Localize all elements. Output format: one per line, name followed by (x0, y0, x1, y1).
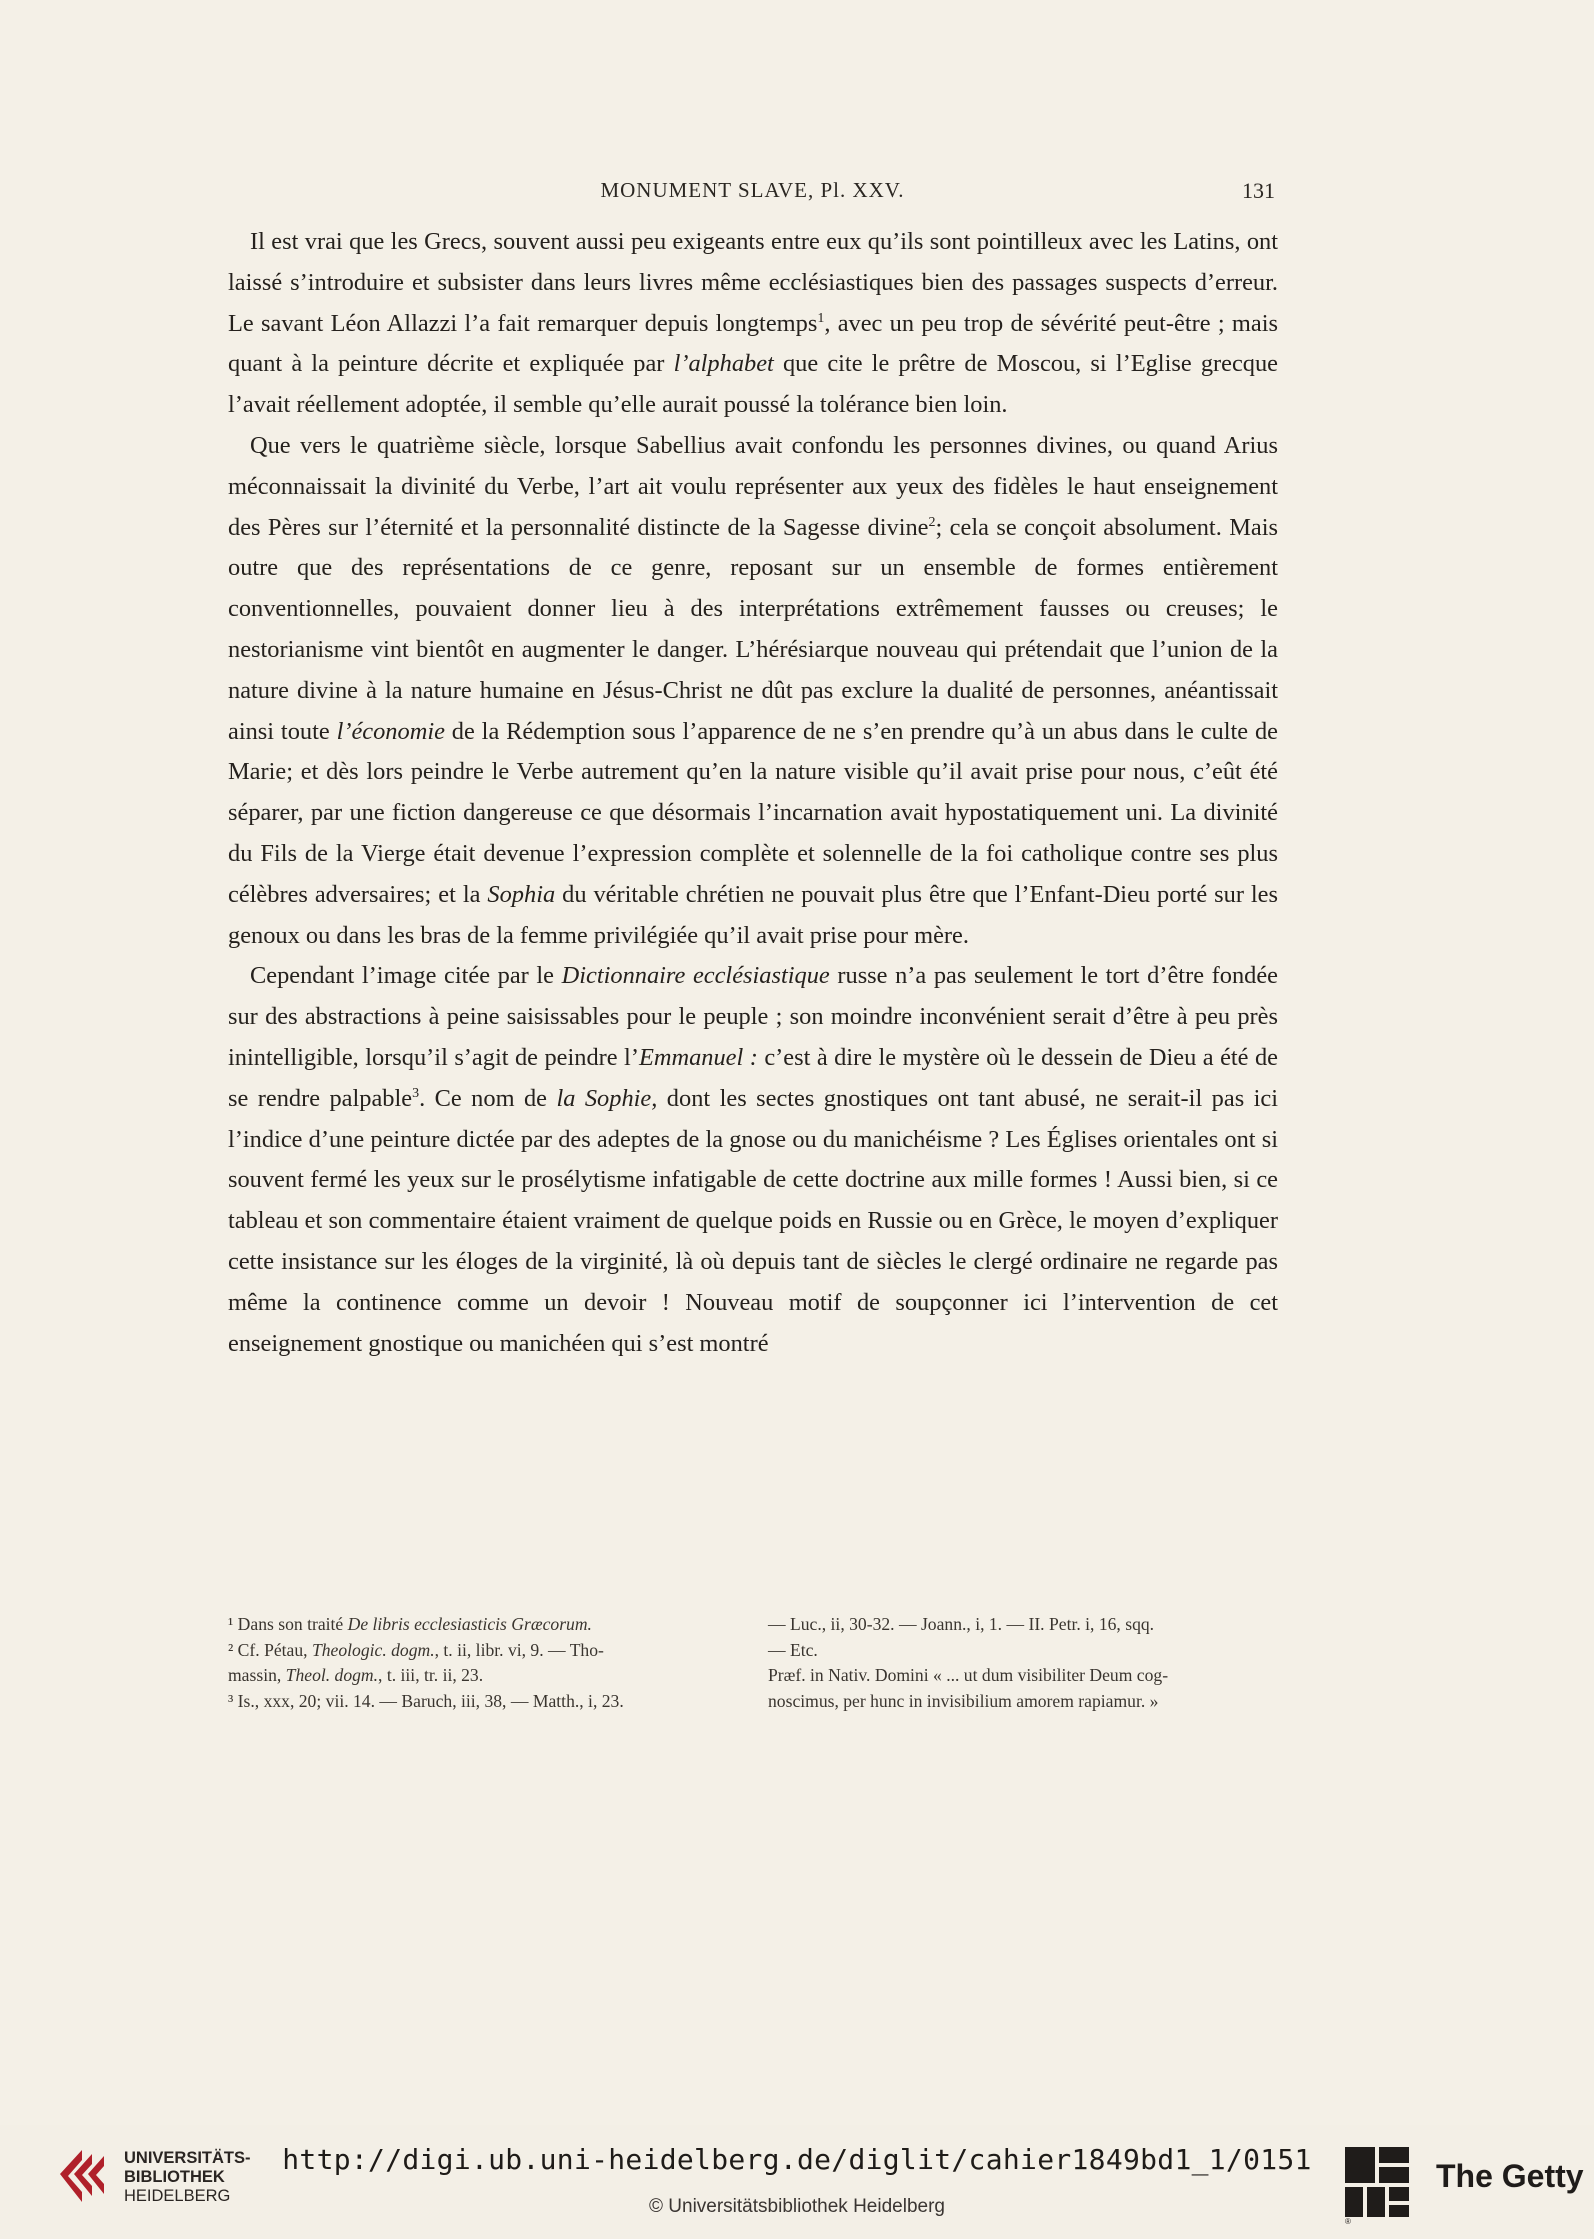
footnotes-right-column (768, 1612, 1278, 1714)
running-head (230, 178, 1275, 212)
footnote-line (228, 1612, 728, 1638)
text-span: Il est vrai que les Grecs, souvent aussi peu exigeants entre eux qu’ils sont pointilleux avec les Latins, ont laissé s’introduire et subsister dans leurs livres même ecclésiastiques bien des passages suspects d’erreur. Le savant Léon Allazzi l’a fait remarquer depuis longtemps (228, 228, 1278, 337)
footnote-line (768, 1689, 1278, 1715)
footnotes-left-column (228, 1612, 728, 1714)
university-library-name: UNIVERSITÄTS- BIBLIOTHEK HEIDELBERG (124, 2149, 251, 2205)
getty-name: The Getty (1436, 2158, 1584, 2194)
text-span: dont les sectes gnostiques ont tant abusé, ne serait-il pas ici l’indice d’une peinture dictée par des adeptes de la gnose ou du manichéisme ? Les Églises orientales ont si souvent fermé les yeux sur le prosélytisme infatigable de cette doctrine aux mille formes ! Aussi bien, si ce tableau et son commentaire étaient vraiment de quelque poids en Russie ou en Grèce, le moyen d’expliquer cette insistance sur les éloges de la virginité, là où depuis tant de siècles le clergé ordinaire ne regarde pas même la continence comme un devoir ! Nouveau motif de soupçonner ici l’intervention de cet enseignement gnostique ou manichéen qui s’est montré (228, 1084, 1279, 1357)
text-span: ; cela se conçoit absolument. Mais outre que des représentations de ce genre, reposant sur un ensemble de formes entièrement conventionnelles, pouvaient donner lieu à des interprétations extrêmement fausses ou creuses; le nestorianisme vint bientôt en augmenter le danger. L’hérésiarque nouveau qui prétendait que l’union de la nature divine à la nature humaine en Jésus-Christ ne dût pas exclure la dualité de personnes, anéantissait ainsi toute (228, 513, 1278, 745)
italic-span: l’alphabet (673, 350, 774, 378)
footnote-ref: 3 (412, 1085, 420, 1101)
permalink-url[interactable]: http://digi.ub.uni-heidelberg.de/diglit/cahier1849bd1_1/0151 (282, 2143, 1312, 2176)
page-number: 131 (1242, 178, 1275, 203)
footnote-line (768, 1663, 1278, 1689)
italic-span: De libris ecclesiasticis Græcorum. (347, 1614, 592, 1634)
svg-text:®: ® (1345, 2217, 1351, 2225)
text-span: ¹ Dans son traité (228, 1614, 348, 1634)
paragraph (228, 426, 1278, 956)
copyright-notice: © Universitätsbibliothek Heidelberg (649, 2196, 945, 2217)
italic-span: Emmanuel : (638, 1043, 758, 1071)
footnote-ref: 1 (817, 310, 825, 326)
text-span: que cite le prêtre de Moscou, si l’Eglise grecque l’avait réellement adoptée, il semble qu’elle aurait poussé la tolérance bien loin. (228, 350, 1279, 419)
paragraph (228, 222, 1278, 426)
text-span: ² Cf. Pétau, (228, 1639, 312, 1660)
text-span: de la Rédemption sous l’apparence de ne s’en prendre qu’à un abus dans le culte de Marie; et dès lors peindre le Verbe autrement qu’en la nature visible qu’il avait prise pour nous, c’eût été séparer, par une fiction dangereuse ce que désormais l’incarnation avait hypostatiquement uni. La divinité du Fils de la Vierge était devenue l’expression complète et solennelle de la foi catholique contre ses plus célèbres adversaires; et la (228, 717, 1278, 908)
italic-span: la Sophie, (556, 1084, 658, 1112)
text-span: . Ce nom de (419, 1084, 557, 1112)
footnote-line (228, 1638, 728, 1664)
footnotes (228, 1612, 1278, 1714)
text-span: ³ Is., xxx, 20; vii. 14. — Baruch, iii, 38, — Matth., i, 23. (228, 1690, 624, 1711)
italic-span: Dictionnaire ecclésiastique (561, 962, 830, 990)
italic-span: l’économie (336, 717, 445, 745)
italic-span: Sophia (487, 880, 556, 908)
text-span: — Luc., ii, 30-32. — Joann., i, 1. — II. Petr. i, 16, sqq. (768, 1614, 1155, 1634)
text-span: noscimus, per hunc in invisibilium amorem rapiamur. » (768, 1690, 1159, 1711)
text-span: du véritable chrétien ne pouvait plus être que l’Enfant-Dieu porté sur les genoux ou dans les bras de la femme privilégiée qu’il avait prise pour mère. (228, 880, 1278, 949)
text-span: massin, (228, 1665, 286, 1685)
text-span: russe n’a pas seulement le tort d’être fondée sur des abstractions à peine saisissables pour le peuple ; son moindre inconvénient serait d’être à peu près inintelligible, lorsqu’il s’agit de peindre l’ (228, 962, 1278, 1071)
text-span: c’est à dire le mystère où le dessein de Dieu a été de se rendre palpable (228, 1043, 1278, 1112)
text-span: Præf. in Nativ. Domini « ... ut dum visibiliter Deum cog- (768, 1665, 1169, 1685)
getty-logo-icon (1343, 2145, 1411, 2225)
footnote-line (768, 1612, 1278, 1638)
text-span: , t. iii, tr. ii, 23. (378, 1665, 484, 1685)
running-title: MONUMENT SLAVE, Pl. XXV. (600, 178, 905, 202)
footnote-ref: 2 (928, 514, 936, 530)
footnote-line (228, 1689, 728, 1715)
text-span: , avec un peu trop de sévérité peut-être ; mais quant à la peinture décrite et expliquée par (228, 309, 1278, 378)
footnote-line (228, 1663, 728, 1689)
body-text (228, 222, 1278, 1364)
text-span: Que vers le quatrième siècle, lorsque Sabellius avait confondu les personnes divines, ou quand Arius méconnaissait la divinité du Verbe, l’art ait voulu représenter aux yeux des fidèles le haut enseignement des Pères sur l’éternité et la personnalité distincte de la Sagesse divine (228, 431, 1278, 541)
text-span: , t. ii, libr. vi, 9. — Tho- (434, 1639, 604, 1660)
text-span: — Etc. (768, 1639, 818, 1660)
italic-span: Theologic. dogm. (311, 1639, 435, 1660)
text-span: Cependant l’image citée par le (250, 962, 562, 990)
italic-span: Theol. dogm. (285, 1665, 379, 1685)
paragraph (228, 956, 1278, 1364)
footnote-line (768, 1638, 1278, 1664)
